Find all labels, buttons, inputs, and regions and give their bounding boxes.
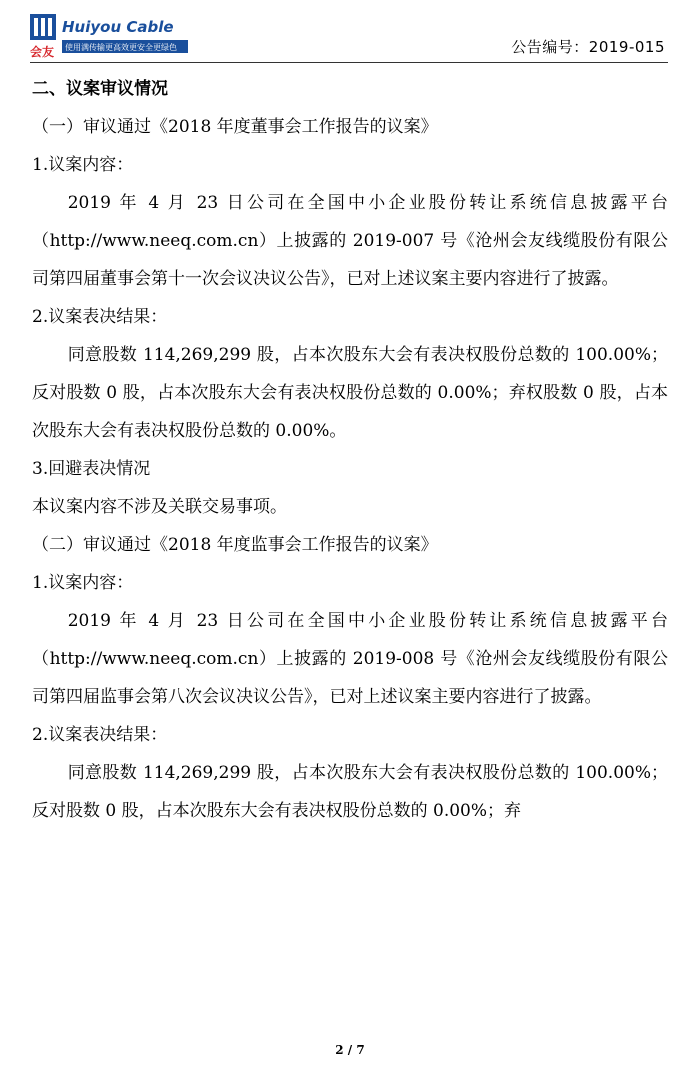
proposal-2-content-label: 1.议案内容： — [32, 573, 134, 593]
proposal-1-avoidance-label: 3.回避表决情况 — [32, 459, 151, 479]
proposal-1-title: （一）审议通过《2018 年度董事会工作报告的议案》 — [32, 117, 438, 137]
svg-text:使用满传输更高效更安全更绿色: 使用满传输更高效更安全更绿色 — [65, 43, 177, 52]
proposal-2-title: （二）审议通过《2018 年度监事会工作报告的议案》 — [32, 535, 438, 555]
proposal-2-content: 2019 年 4 月 23 日公司在全国中小企业股份转让系统信息披露平台（http://www.neeq.com.cn）上披露的 2019-008 号《沧州会友线缆股份有限公司第四届监事会第八次会议决议公告》，已对上述议案主要内容进行了披露。 — [32, 611, 668, 707]
document-body — [32, 70, 668, 830]
company-logo — [30, 14, 190, 58]
proposal-1-content: 2019 年 4 月 23 日公司在全国中小企业股份转让系统信息披露平台（http://www.neeq.com.cn）上披露的 2019-007 号《沧州会友线缆股份有限公司第四届董事会第十一次会议决议公告》，已对上述议案主要内容进行了披露。 — [32, 193, 668, 289]
proposal-1-avoidance-text: 本议案内容不涉及关联交易事项。 — [32, 497, 287, 517]
svg-text:Huiyou Cable: Huiyou Cable — [62, 18, 174, 36]
section-title: 二、议案审议情况 — [32, 79, 168, 99]
announcement-number: 公告编号：2019-015 — [511, 38, 665, 56]
proposal-2-vote-result: 同意股数 114,269,299 股，占本次股东大会有表决权股份总数的 100.00%；反对股数 0 股，占本次股东大会有表决权股份总数的 0.00%；弃 — [32, 763, 668, 821]
proposal-2-vote-label: 2.议案表决结果： — [32, 725, 168, 745]
proposal-1-vote-result: 同意股数 114,269,299 股，占本次股东大会有表决权股份总数的 100.00%；反对股数 0 股，占本次股东大会有表决权股份总数的 0.00%；弃权股数 0 股，占本次股东大会有表决权股份总数的 0.00%。 — [32, 345, 668, 441]
page-number: 2 / 7 — [335, 1043, 365, 1057]
proposal-1-content-label: 1.议案内容： — [32, 155, 134, 175]
svg-text:会友: 会友 — [30, 45, 55, 58]
proposal-1-vote-label: 2.议案表决结果： — [32, 307, 168, 327]
header-divider — [30, 62, 668, 63]
page-header — [0, 0, 700, 64]
